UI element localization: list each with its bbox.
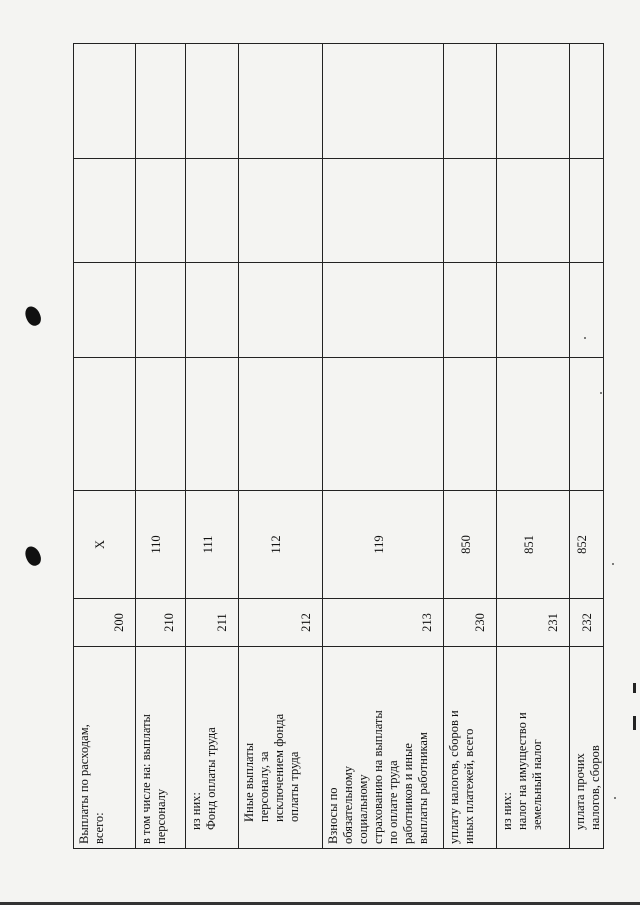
row-name-line: уплату налогов, сборов и [447, 710, 461, 844]
row-name-cell [239, 647, 323, 849]
scan-edge-mark [633, 683, 636, 693]
scan-speck [584, 337, 586, 339]
table-row [239, 44, 323, 849]
row-name-line: страхованию на выплаты [371, 710, 385, 844]
value-cell [323, 159, 444, 263]
table-row [570, 44, 604, 849]
budget-code-cell: 852 [570, 491, 604, 599]
row-name-line: исключением фонда [272, 713, 286, 822]
budget-code-cell: 850 [444, 491, 497, 599]
line-code-cell: 232 [570, 599, 604, 647]
rotated-table-wrapper [73, 44, 602, 849]
row-name-line: всего: [92, 812, 106, 844]
value-cell [136, 159, 186, 263]
row-name-line: Взносы по [326, 787, 340, 844]
value-cell [570, 159, 604, 263]
line-code-cell: 230 [444, 599, 497, 647]
table-row [74, 44, 136, 849]
value-cell [136, 358, 186, 491]
value-cell [497, 159, 570, 263]
expenses-table [73, 43, 604, 849]
row-name-line: иных платежей, всего [462, 728, 476, 844]
row-name-line: оплаты труда [287, 751, 301, 822]
value-cell [570, 263, 604, 358]
value-cell [323, 44, 444, 159]
line-code-cell: 212 [239, 599, 323, 647]
table-row [323, 44, 444, 849]
value-cell [186, 358, 239, 491]
table-row [444, 44, 497, 849]
value-cell [239, 44, 323, 159]
line-code-cell: 213 [323, 599, 444, 647]
value-cell [323, 358, 444, 491]
budget-code-cell: 112 [239, 491, 323, 599]
scan-speck [614, 797, 616, 799]
value-cell [570, 44, 604, 159]
row-name-line: по оплате труда [386, 760, 400, 844]
value-cell [239, 159, 323, 263]
line-code-cell: 200 [74, 599, 136, 647]
value-cell [186, 159, 239, 263]
value-cell [444, 263, 497, 358]
row-name-line: уплата прочих [573, 753, 587, 830]
table-row [136, 44, 186, 849]
row-name-cell [497, 647, 570, 849]
value-cell [74, 263, 136, 358]
row-name-line: Фонд оплаты труда [204, 727, 218, 830]
row-name-line: налог на имущество и [515, 712, 529, 830]
row-name-line: из них: [189, 792, 203, 830]
line-code-cell: 211 [186, 599, 239, 647]
table-body [74, 44, 604, 849]
value-cell [136, 263, 186, 358]
row-name-line: в том числе на: выплаты [139, 714, 153, 844]
value-cell [444, 44, 497, 159]
row-name-cell [186, 647, 239, 849]
row-name-line: выплаты работникам [416, 732, 430, 844]
row-name-line: персоналу, за [257, 751, 271, 822]
value-cell [136, 44, 186, 159]
row-name-line: земельный налог [530, 739, 544, 830]
scan-edge-mark [633, 716, 636, 730]
value-cell [497, 358, 570, 491]
row-name-line: персоналу [154, 788, 168, 844]
line-code-cell: 231 [497, 599, 570, 647]
budget-code-cell: X [74, 491, 136, 599]
table-row [497, 44, 570, 849]
value-cell [186, 44, 239, 159]
value-cell [239, 263, 323, 358]
value-cell [186, 263, 239, 358]
value-cell [74, 44, 136, 159]
value-cell [497, 263, 570, 358]
scan-speck [600, 392, 602, 394]
budget-code-cell: 851 [497, 491, 570, 599]
punch-hole-top [22, 304, 43, 328]
value-cell [323, 263, 444, 358]
row-name-line: социальному [356, 774, 370, 844]
budget-code-cell: 110 [136, 491, 186, 599]
punch-hole-bottom [22, 544, 43, 568]
row-name-cell [570, 647, 604, 849]
value-cell [444, 159, 497, 263]
row-name-line: налогов, сборов [588, 745, 602, 830]
scan-speck [612, 563, 614, 565]
budget-code-cell: 111 [186, 491, 239, 599]
row-name-cell [444, 647, 497, 849]
value-cell [444, 358, 497, 491]
row-name-line: Иные выплаты [242, 742, 256, 822]
row-name-line: работников и иные [401, 743, 415, 844]
value-cell [74, 159, 136, 263]
budget-code-cell: 119 [323, 491, 444, 599]
value-cell [497, 44, 570, 159]
row-name-cell [136, 647, 186, 849]
row-name-cell [323, 647, 444, 849]
value-cell [239, 358, 323, 491]
value-cell [74, 358, 136, 491]
row-name-line: Выплаты по расходам, [77, 724, 91, 844]
row-name-line: из них: [500, 792, 514, 830]
line-code-cell: 210 [136, 599, 186, 647]
table-row [186, 44, 239, 849]
row-name-cell [74, 647, 136, 849]
row-name-line: обязательному [341, 765, 355, 844]
value-cell [570, 358, 604, 491]
